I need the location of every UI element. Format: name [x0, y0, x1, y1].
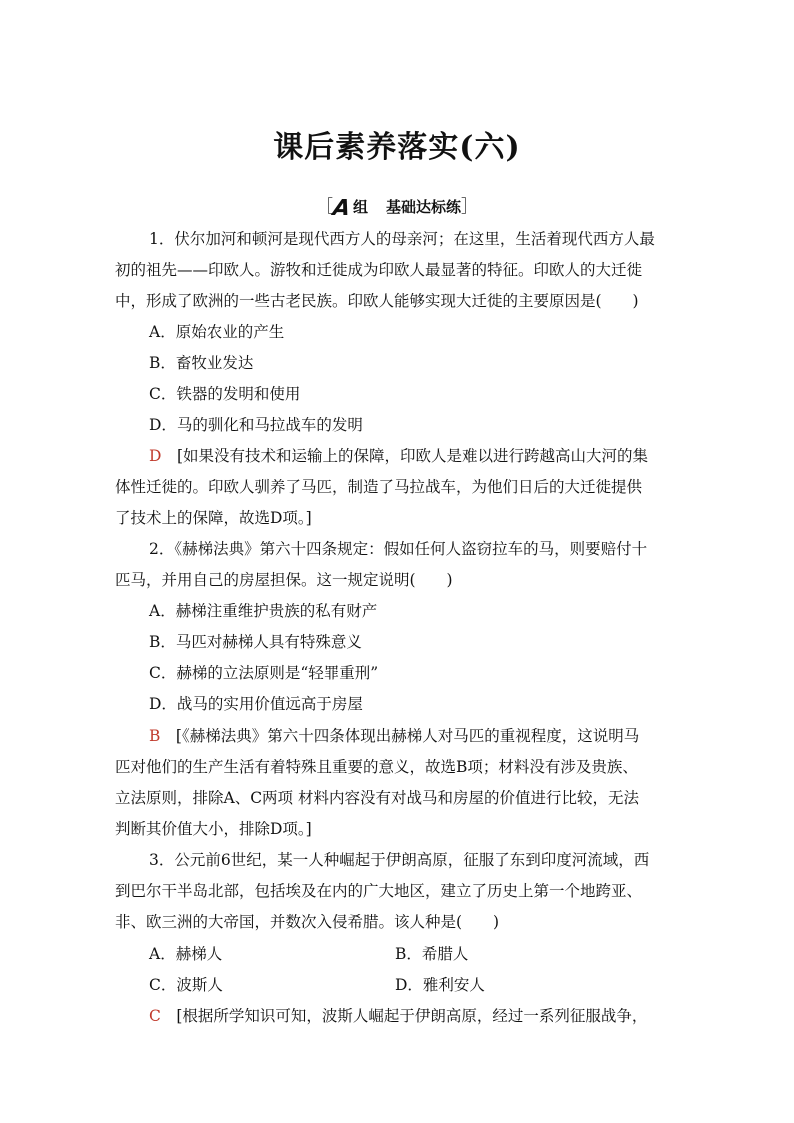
q3-option-a: A．赫梯人 [149, 945, 223, 963]
q1-option-d: D．马的驯化和马拉战车的发明 [149, 416, 363, 434]
q2-explanation-line: 立法原则，排除A、C两项 材料内容没有对战马和房屋的价值进行比较，无法 [115, 789, 639, 807]
q1-option-c: C．铁器的发明和使用 [149, 385, 301, 403]
q3-stem-line: 非、欧三洲的大帝国，并数次入侵希腊。该人种是( ) [115, 913, 500, 931]
group-close-bracket: ］ [461, 197, 479, 217]
q1-explanation-line: 了技术上的保障，故选D项。] [115, 509, 312, 527]
q2-stem-line: 2．《赫梯法典》第六十四条规定：假如任何人盗窃拉车的马，则要赔付十 [149, 540, 648, 558]
q1-explanation-line: 体性迁徙的。印欧人驯养了马匹，制造了马拉战车，为他们日后的大迁徙提供 [115, 478, 643, 496]
q2-explanation-line: 判断其价值大小，排除D项。] [115, 820, 312, 838]
q3-option-d: D．雅利安人 [395, 976, 485, 994]
page-title: 课后素养落实(六) [273, 130, 521, 165]
group-label: 组 [353, 198, 369, 216]
q2-option-a: A．赫梯注重维护贵族的私有财产 [149, 602, 378, 620]
q1-explanation-line: D [如果没有技术和运输上的保障，印欧人是难以进行跨越高山大河的集 [149, 447, 648, 465]
q3-explanation-line: C [根据所学知识可知，波斯人崛起于伊朗高原，经过一系列征服战争， [149, 1007, 648, 1025]
q2-option-b: B．马匹对赫梯人具有特殊意义 [149, 633, 362, 651]
q3-stem-line: 3．公元前6世纪，某一人种崛起于伊朗高原，征服了东到印度河流域，西 [149, 851, 650, 869]
q1-stem-line: 初的祖先——印欧人。游牧和迁徙成为印欧人最显著的特征。印欧人的大迁徙 [115, 261, 643, 279]
q2-explanation-line: B [《赫梯法典》第六十四条体现出赫梯人对马匹的重视程度，这说明马 [149, 727, 640, 745]
group-open-bracket: ［ [315, 197, 333, 217]
q1-option-b: B．畜牧业发达 [149, 354, 254, 372]
q3-stem-line: 到巴尔干半岛北部，包括埃及在内的广大地区，建立了历史上第一个地跨亚、 [115, 882, 643, 900]
q1-stem-line: 1．伏尔加河和顿河是现代西方人的母亲河；在这里，生活着现代西方人最 [149, 230, 655, 248]
group-header [0, 192, 794, 221]
group-name: 基础达标练 [386, 198, 462, 216]
q1-option-a: A．原始农业的产生 [149, 323, 285, 341]
q3-option-b: B．希腊人 [395, 945, 469, 963]
q2-explanation-line: 匹对他们的生产生活有着特殊且重要的意义，故选B项；材料没有涉及贵族、 [115, 758, 638, 776]
q2-stem-line: 匹马，并用自己的房屋担保。这一规定说明( ) [115, 571, 453, 589]
q1-stem-line: 中，形成了欧洲的一些古老民族。印欧人能够实现大迁徙的主要原因是( ) [115, 292, 639, 310]
q2-answer: B [149, 727, 161, 745]
group-a-mark: A [331, 196, 352, 221]
q2-option-d: D．战马的实用价值远高于房屋 [149, 695, 363, 713]
q3-option-c: C．波斯人 [149, 976, 223, 994]
q3-answer: C [149, 1007, 161, 1025]
q2-option-c: C．赫梯的立法原则是“轻罪重刑” [149, 664, 379, 682]
q1-answer: D [149, 447, 162, 465]
